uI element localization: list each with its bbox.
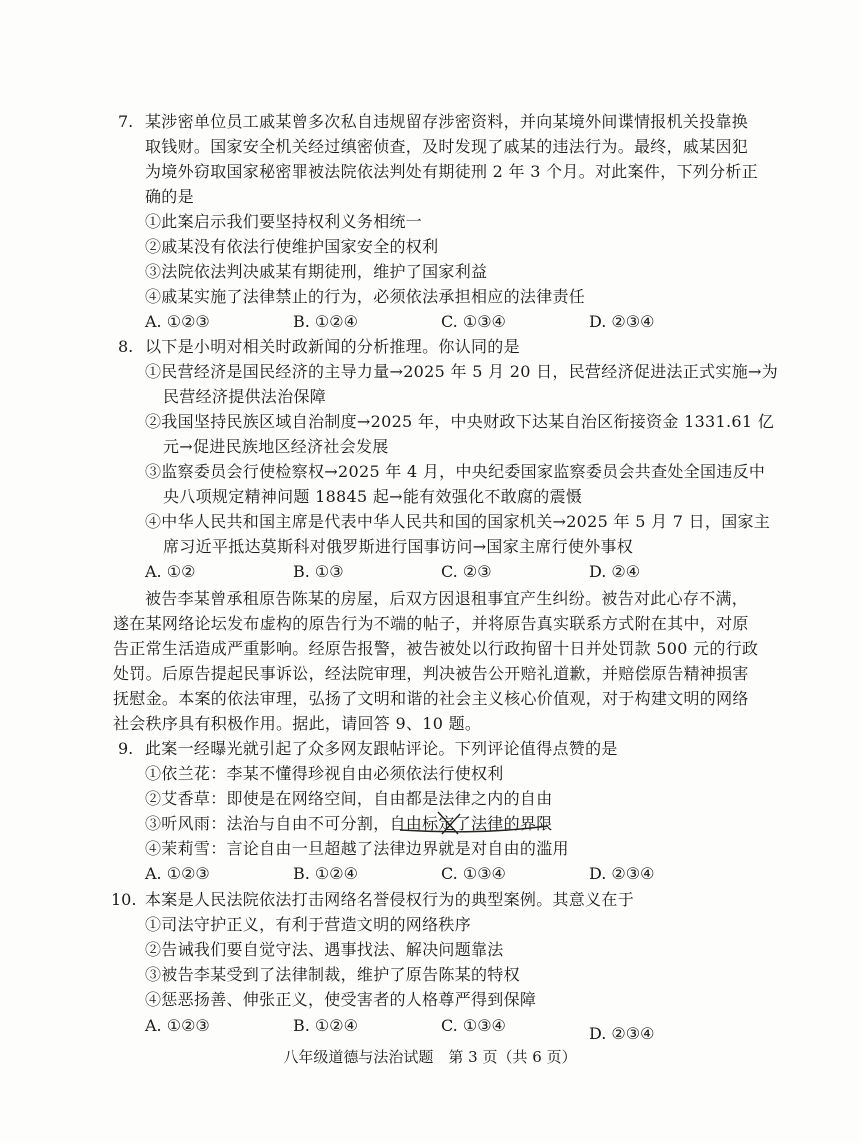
q9-options [145, 863, 654, 885]
page-footer: 八年级道德与法治试题 第 3 页（共 6 页） [283, 1048, 577, 1066]
option-b[interactable]: B. ①②④ [293, 864, 358, 883]
q8-options [145, 561, 640, 583]
option-d[interactable]: D. ②③④ [589, 864, 655, 883]
q9-item: ②艾香草：即使是在网络空间，自由都是法律之内的自由 [145, 789, 553, 808]
option-d[interactable]: D. ②③④ [589, 312, 655, 331]
option-c[interactable]: C. ①③④ [441, 864, 506, 883]
q7-stem-line: 某涉密单位员工戚某曾多次私自违规留存涉密资料，并向某境外间谍情报机关投靠换 [145, 112, 749, 131]
q10-item: ③被告李某受到了法律制裁，维护了原告陈某的特权 [145, 965, 520, 984]
q9-number: 9. [118, 739, 134, 758]
q8-stem: 以下是小明对相关时政新闻的分析推理。你认同的是 [145, 337, 520, 356]
option-d[interactable]: D. ②④ [589, 562, 641, 581]
option-b[interactable]: B. ①③ [293, 562, 344, 581]
option-b[interactable]: B. ①②④ [293, 312, 358, 331]
material-line: 处罚。后原告提起民事诉讼，经法院审理，判决被告公开赔礼道歉，并赔偿原告精神损害 [113, 664, 749, 683]
q8-item-cont: 元→促进民族地区经济社会发展 [163, 437, 389, 456]
q10-item: ④惩恶扬善、伸张正义，使受害者的人格尊严得到保障 [145, 990, 537, 1009]
q8-item-cont: 席习近平抵达莫斯科对俄罗斯进行国事访问→国家主席行使外事权 [163, 537, 634, 556]
q7-item: ②戚某没有依法行使维护国家安全的权利 [145, 237, 439, 256]
material-line: 抚慰金。本案的依法审理，弘扬了文明和谐的社会主义核心价值观，对于构建文明的网络 [113, 689, 749, 708]
q10-number: 10. [111, 890, 137, 909]
option-a[interactable]: A. ①② [145, 562, 196, 581]
q7-stem-line: 为境外窃取国家秘密罪被法院依法判处有期徒刑 2 年 3 个月。对此案件，下列分析正 [145, 162, 759, 181]
q8-item: ②我国坚持民族区域自治制度→2025 年，中央财政下达某自治区衔接资金 1331.61 亿 [145, 412, 775, 431]
q9-item: ①依兰花：李某不懂得珍视自由必须依法行使权利 [145, 764, 504, 783]
option-a[interactable]: A. ①②③ [145, 312, 210, 331]
q8-item: ③监察委员会行使检察权→2025 年 4 月，中央纪委国家监察委员会共查处全国违反中 [145, 462, 766, 481]
q7-number: 7. [118, 112, 134, 131]
q9-item: ④茉莉雪：言论自由一旦超越了法律边界就是对自由的滥用 [145, 839, 569, 858]
option-d[interactable]: D. ②③④ [589, 1024, 655, 1043]
q7-options [145, 311, 654, 333]
q7-stem-line: 确的是 [145, 187, 194, 206]
q10-options [145, 1015, 655, 1043]
option-c[interactable]: C. ①③④ [441, 1016, 506, 1035]
q7-item: ④戚某实施了法律禁止的行为，必须依法承担相应的法律责任 [145, 287, 586, 306]
q10-item: ①司法守护正义，有利于营造文明的网络秩序 [145, 915, 472, 934]
material-line: 告正常生活造成严重影响。经原告报警，被告被处以行政拘留十日并处罚款 500 元的行政 [113, 639, 759, 658]
material-line: 遂在某网络论坛发布虚构的原告行为不端的帖子，并将原告真实联系方式附在其中，对原 [113, 614, 749, 633]
option-a[interactable]: A. ①②③ [145, 1016, 210, 1035]
q8-item-cont: 央八项规定精神问题 18845 起→能有效强化不敢腐的震慑 [163, 487, 583, 506]
q8-number: 8. [118, 337, 134, 356]
q7-stem-line: 取钱财。国家安全机关经过缜密侦查，及时发现了戚某的违法行为。最终，戚某因犯 [145, 137, 749, 156]
material-line: 社会秩序具有积极作用。据此，请回答 9、10 题。 [113, 714, 482, 733]
option-c[interactable]: C. ②③ [441, 562, 492, 581]
q8-item-cont: 民营经济提供法治保障 [163, 387, 327, 406]
q9-stem: 此案一经曝光就引起了众多网友跟帖评论。下列评论值得点赞的是 [145, 739, 618, 758]
q10-item: ②告诫我们要自觉守法、遇事找法、解决问题靠法 [145, 940, 504, 959]
option-b[interactable]: B. ①②④ [293, 1016, 358, 1035]
q8-item: ①民营经济是国民经济的主导力量→2025 年 5 月 20 日，民营经济促进法正式实施→为 [145, 362, 779, 381]
material-line: 被告李某曾承租原告陈某的房屋，后双方因退租事宜产生纠纷。被告对此心存不满， [145, 589, 749, 608]
option-c[interactable]: C. ①③④ [441, 312, 506, 331]
q10-stem: 本案是人民法院依法打击网络名誉侵权行为的典型案例。其意义在于 [145, 890, 635, 909]
q8-item: ④中华人民共和国主席是代表中华人民共和国的国家机关→2025 年 5 月 7 日，国家主 [145, 512, 771, 531]
option-a[interactable]: A. ①②③ [145, 864, 210, 883]
q7-item: ①此案启示我们要坚持权利义务相统一 [145, 212, 423, 231]
q9-item: ③听风雨：法治与自由不可分割，自由标定了法律的界限 [145, 814, 553, 833]
q7-item: ③法院依法判决戚某有期徒刑，维护了国家利益 [145, 262, 488, 281]
